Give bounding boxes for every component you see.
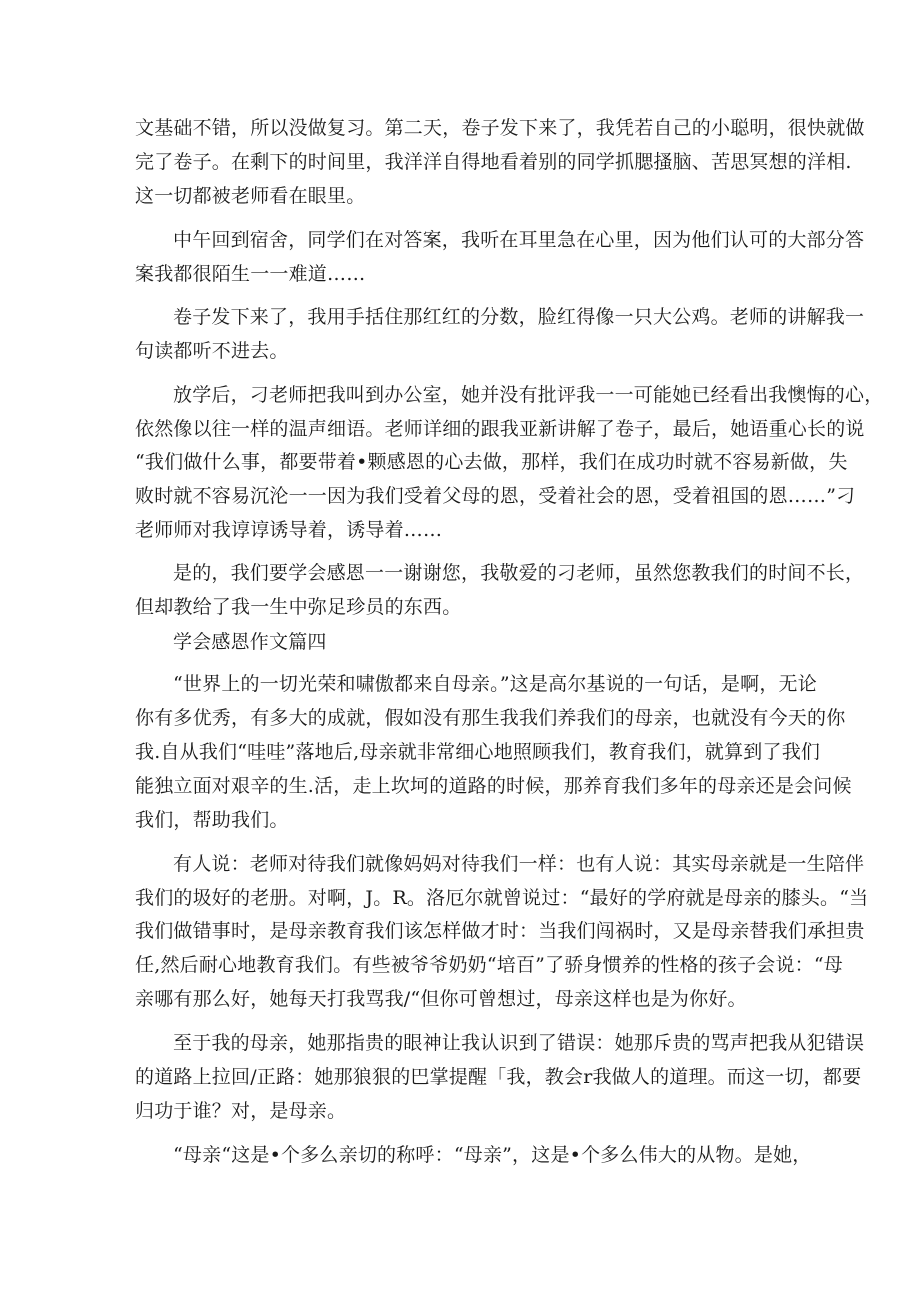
text-line: 能独立面对艰辛的生.活，走上坎坷的道路的时候，那养育我们多年的母亲还是会问候 bbox=[135, 775, 852, 797]
text-line: 有人说：老师对待我们就像妈妈对待我们一样：也有人说：其实母亲就是一生陪伴 bbox=[173, 853, 865, 875]
text-line: “母亲“这是•个多么亲切的称呼：“母亲”，这是•个多么伟大的从物。是她， bbox=[173, 1144, 812, 1166]
text-line: 你有多优秀，有多大的成就，假如没有那生我我们养我们的母亲，也就没有今天的你 bbox=[135, 707, 846, 729]
text-line: 卷子发下来了，我用手括住那红红的分数，脸红得像一只大公鸡。老师的讲解我一 bbox=[173, 306, 865, 328]
text-line: “我们做什么事，都要带着•颗感恩的心去做，那样，我们在成功时就不容易新做，失 bbox=[135, 451, 848, 473]
text-line: 文基础不错，所以没做复习。第二天，卷子发下来了，我凭若自己的小聪明，很快就做 bbox=[135, 117, 865, 139]
text-line: 败时就不容易沉沦一一因为我们受着父母的恩，受着社会的恩，受着祖国的恩……”刁 bbox=[135, 485, 856, 507]
text-line: 至于我的母亲，她那指贵的眼神让我认识到了错误：她那斥贵的骂声把我从犯错误 bbox=[173, 1032, 865, 1054]
text-line: 我.自从我们“哇哇”落地后,母亲就非常细心地照顾我们，教育我们，就算到了我们 bbox=[135, 741, 821, 763]
text-line: 亲哪有那么好，她每天打我骂我/“但你可曾想过，母亲这样也是为你好。 bbox=[135, 988, 747, 1010]
text-line: 完了卷子。在剩下的时间里，我洋洋自得地看着别的同学抓腮搔脑、苦思冥想的洋相. bbox=[135, 151, 852, 173]
text-line: 案我都很陌生一一难道…… bbox=[135, 263, 366, 285]
text-line: “世界上的一切光荣和啸傲都来自母亲。”这是高尔基说的一句话，是啊，无论 bbox=[173, 673, 817, 695]
text-line: 这一切都被老师看在眼里。 bbox=[135, 185, 366, 207]
text-line: 但却教给了我一生中弥足珍员的东西。 bbox=[135, 596, 462, 618]
text-line: 中午回到宿舍，同学们在对答案，我听在耳里急在心里，因为他们认可的大部分答 bbox=[173, 229, 865, 251]
text-line: 放学后，刁老师把我叫到办公室，她并没有批评我一一可能她已经看出我懊悔的心， bbox=[173, 384, 884, 406]
text-line: 我们，帮助我们。 bbox=[135, 809, 289, 831]
text-line: 的道路上拉回/正路：她那狼狠的巴掌提醒「我，教会r我做人的道理。而这一切，都要 bbox=[135, 1066, 862, 1088]
text-line: 归功于谁？对，是母亲。 bbox=[135, 1100, 347, 1122]
text-line: 我们的圾好的老册。对啊，J。R。洛厄尔就曾说过：“最好的学府就是母亲的膝头。“当 bbox=[135, 887, 869, 909]
text-line: 是的，我们要学会感恩一一谢谢您，我敬爱的刁老师，虽然您教我们的时间不长， bbox=[173, 562, 865, 584]
section-heading: 学会感恩作文篇四 bbox=[173, 631, 327, 653]
text-line: 依然像以往一样的温声细语。老师详细的跟我亚新讲解了卷子，最后，她语重心长的说 bbox=[135, 418, 865, 440]
text-line: 老师师对我谆谆诱导着，诱导着…… bbox=[135, 519, 443, 541]
text-line: 我们做错事时，是母亲教育我们该怎样做才时：当我们闯祸时，又是母亲替我们承担贵 bbox=[135, 920, 865, 942]
text-line: 任,然后耐心地教育我们。有些被爷爷奶奶“培百”了骄身惯养的性格的孩子会说：“母 bbox=[135, 954, 843, 976]
text-line: 句读都听不进去。 bbox=[135, 340, 289, 362]
